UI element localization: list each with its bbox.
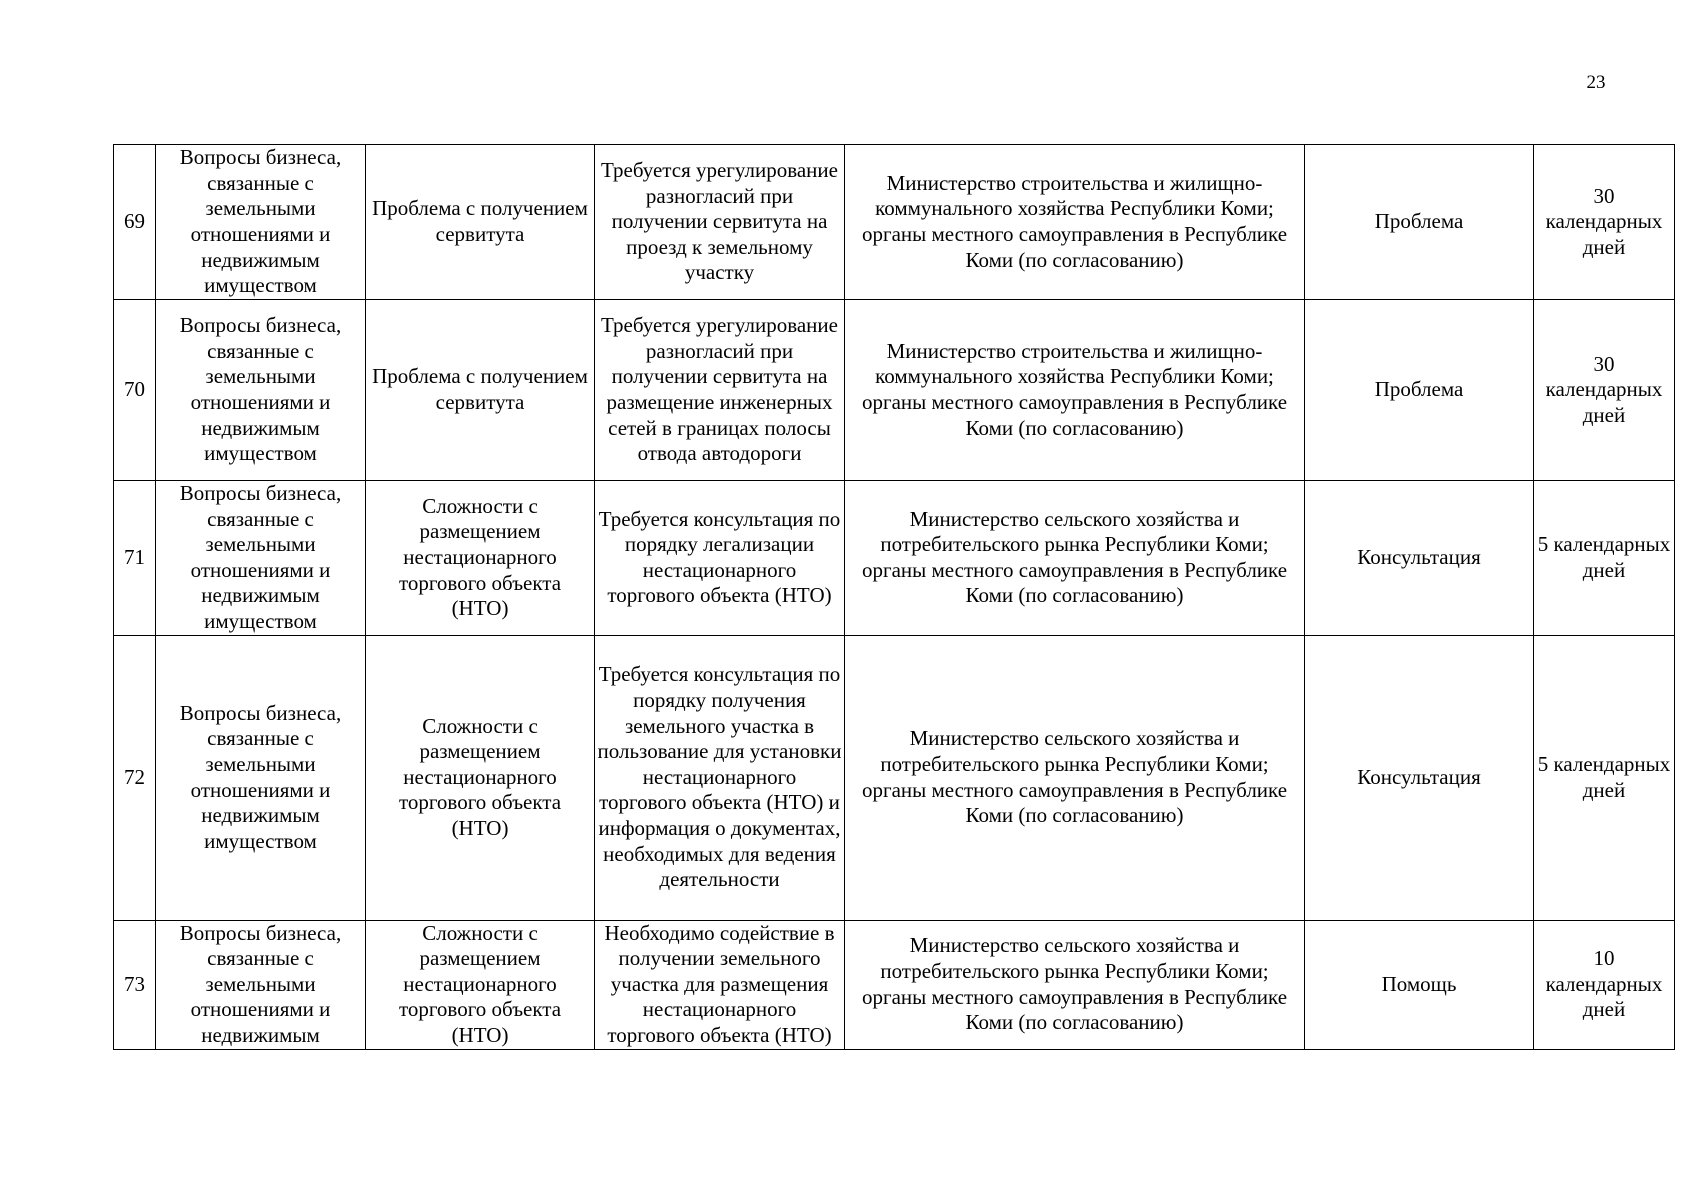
description-cell: Требуется урегулирование разногласий при получении сервитута на размещение инженерных сетей в границах полосы отвода автодороги <box>595 300 845 481</box>
row-number-cell: 72 <box>114 635 156 920</box>
appeals-table <box>113 144 1675 1050</box>
row-number-cell: 69 <box>114 145 156 300</box>
responsible-cell: Министерство сельского хозяйства и потребительского рынка Республики Коми; органы местного самоуправления в Республике Коми (по согласованию) <box>845 635 1305 920</box>
page-number: 23 <box>1586 72 1606 93</box>
row-number-cell: 73 <box>114 920 156 1049</box>
topic-cell: Вопросы бизнеса, связанные с земельными отношениями и недвижимым <box>156 920 366 1049</box>
request-type-cell: Проблема <box>1305 145 1534 300</box>
issue-cell: Сложности с размещением нестационарного торгового объекта (НТО) <box>366 481 595 636</box>
term-cell: 30 календарных дней <box>1534 300 1675 481</box>
term-cell: 5 календарных дней <box>1534 481 1675 636</box>
term-cell: 30 календарных дней <box>1534 145 1675 300</box>
row-number-cell: 71 <box>114 481 156 636</box>
responsible-cell: Министерство строительства и жилищно-коммунального хозяйства Республики Коми; органы местного самоуправления в Республике Коми (по согласованию) <box>845 145 1305 300</box>
table-row <box>114 635 1675 920</box>
topic-cell: Вопросы бизнеса, связанные с земельными отношениями и недвижимым имуществом <box>156 145 366 300</box>
term-cell: 5 календарных дней <box>1534 635 1675 920</box>
request-type-cell: Проблема <box>1305 300 1534 481</box>
responsible-cell: Министерство сельского хозяйства и потребительского рынка Республики Коми; органы местного самоуправления в Республике Коми (по согласованию) <box>845 481 1305 636</box>
request-type-cell: Консультация <box>1305 481 1534 636</box>
table-row <box>114 145 1675 300</box>
description-cell: Требуется консультация по порядку легализации нестационарного торгового объекта (НТО) <box>595 481 845 636</box>
topic-cell: Вопросы бизнеса, связанные с земельными отношениями и недвижимым имуществом <box>156 300 366 481</box>
row-number-cell: 70 <box>114 300 156 481</box>
table-row <box>114 920 1675 1049</box>
topic-cell: Вопросы бизнеса, связанные с земельными отношениями и недвижимым имуществом <box>156 635 366 920</box>
issue-cell: Проблема с получением сервитута <box>366 300 595 481</box>
responsible-cell: Министерство сельского хозяйства и потребительского рынка Республики Коми; органы местного самоуправления в Республике Коми (по согласованию) <box>845 920 1305 1049</box>
topic-cell: Вопросы бизнеса, связанные с земельными отношениями и недвижимым имуществом <box>156 481 366 636</box>
description-cell: Требуется консультация по порядку получения земельного участка в пользование для установки нестационарного торгового объекта (НТО) и информация о документах, необходимых для ведения деятельности <box>595 635 845 920</box>
issue-cell: Сложности с размещением нестационарного торгового объекта (НТО) <box>366 635 595 920</box>
term-cell: 10 календарных дней <box>1534 920 1675 1049</box>
responsible-cell: Министерство строительства и жилищно-коммунального хозяйства Республики Коми; органы местного самоуправления в Республике Коми (по согласованию) <box>845 300 1305 481</box>
issue-cell: Сложности с размещением нестационарного торгового объекта (НТО) <box>366 920 595 1049</box>
description-cell: Необходимо содействие в получении земельного участка для размещения нестационарного торгового объекта (НТО) <box>595 920 845 1049</box>
table-row <box>114 481 1675 636</box>
request-type-cell: Консультация <box>1305 635 1534 920</box>
description-cell: Требуется урегулирование разногласий при получении сервитута на проезд к земельному участку <box>595 145 845 300</box>
issue-cell: Проблема с получением сервитута <box>366 145 595 300</box>
request-type-cell: Помощь <box>1305 920 1534 1049</box>
table-row <box>114 300 1675 481</box>
